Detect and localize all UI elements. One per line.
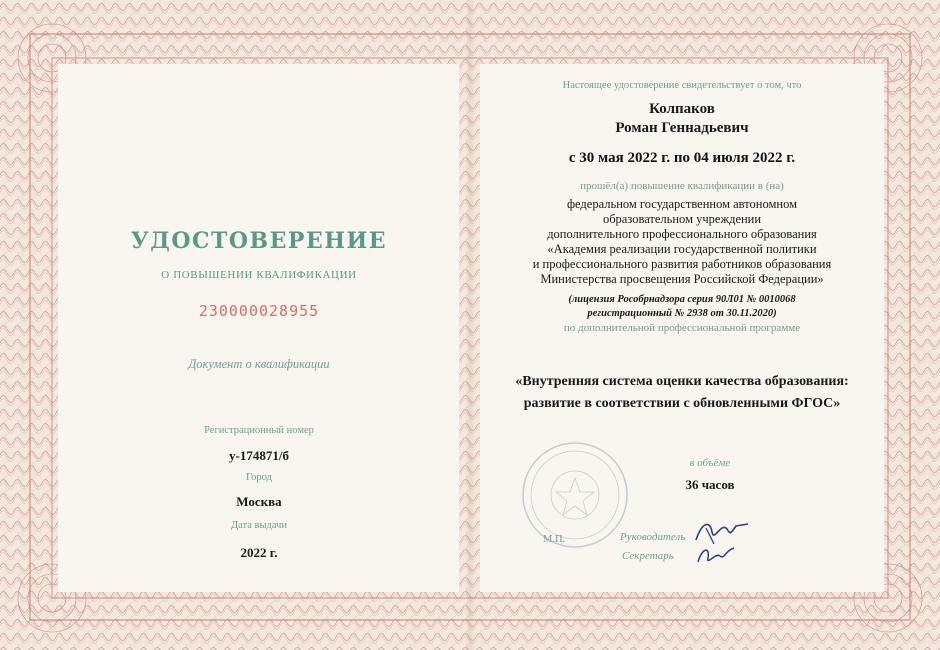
issue-date-label: Дата выдачи xyxy=(230,520,288,531)
passed-text: прошёл(а) повышение квалификации в (на) xyxy=(580,180,784,192)
registration-number: у-174871/б xyxy=(229,448,289,463)
serial-number: 230000028955 xyxy=(198,302,320,320)
first-middle-name: Роман Геннадьевич xyxy=(615,120,749,136)
organization-line: дополнительного профессионального образования xyxy=(547,227,817,241)
license-line: (лицензия Рособрнадзора серия 90Л01 № 0010068 xyxy=(568,294,796,305)
organization-line: «Академия реализации государственной политики xyxy=(547,242,817,256)
head-label: Руководитель xyxy=(620,531,686,543)
page-fold xyxy=(466,0,474,650)
organization-line: образовательном учреждении xyxy=(602,212,762,226)
certificate-title: УДОСТОВЕРЕНИЕ xyxy=(130,228,388,254)
program-title-line: развитие в соответствии с обновленными ФГОС» xyxy=(523,396,841,411)
organization-line: Министерства просвещения Российской Федерации» xyxy=(540,272,824,286)
document-type: Документ о квалификации xyxy=(188,357,330,371)
intro-text: Настоящее удостоверение свидетельствует о том, что xyxy=(562,80,802,91)
city-value: Москва xyxy=(236,494,282,509)
license-line: регистрационный № 2938 от 30.11.2020) xyxy=(587,308,777,319)
secretary-label: Секретарь xyxy=(622,550,674,562)
left-page xyxy=(58,64,459,592)
program-title-line: «Внутренняя система оценки качества образования: xyxy=(515,374,849,389)
seal-stamp-icon xyxy=(520,440,630,550)
secretary-signature-icon xyxy=(692,542,738,568)
certificate-subtitle: О ПОВЫШЕНИИ КВАЛИФИКАЦИИ xyxy=(161,269,357,281)
city-label: Город xyxy=(246,472,272,483)
stamp-place-label: М.П. xyxy=(543,534,566,545)
registration-label: Регистрационный номер xyxy=(204,425,314,436)
program-intro: по дополнительной профессиональной программе xyxy=(563,322,801,334)
volume-label: в объёме xyxy=(689,457,731,469)
last-name: Колпаков xyxy=(649,101,715,117)
hours-value: 36 часов xyxy=(685,477,735,492)
organization-line: и профессионального развития работников образования xyxy=(532,257,832,271)
issue-date-value: 2022 г. xyxy=(240,545,278,560)
training-dates: с 30 мая 2022 г. по 04 июля 2022 г. xyxy=(568,150,796,166)
organization-line: федеральном государственном автономном xyxy=(566,197,798,211)
